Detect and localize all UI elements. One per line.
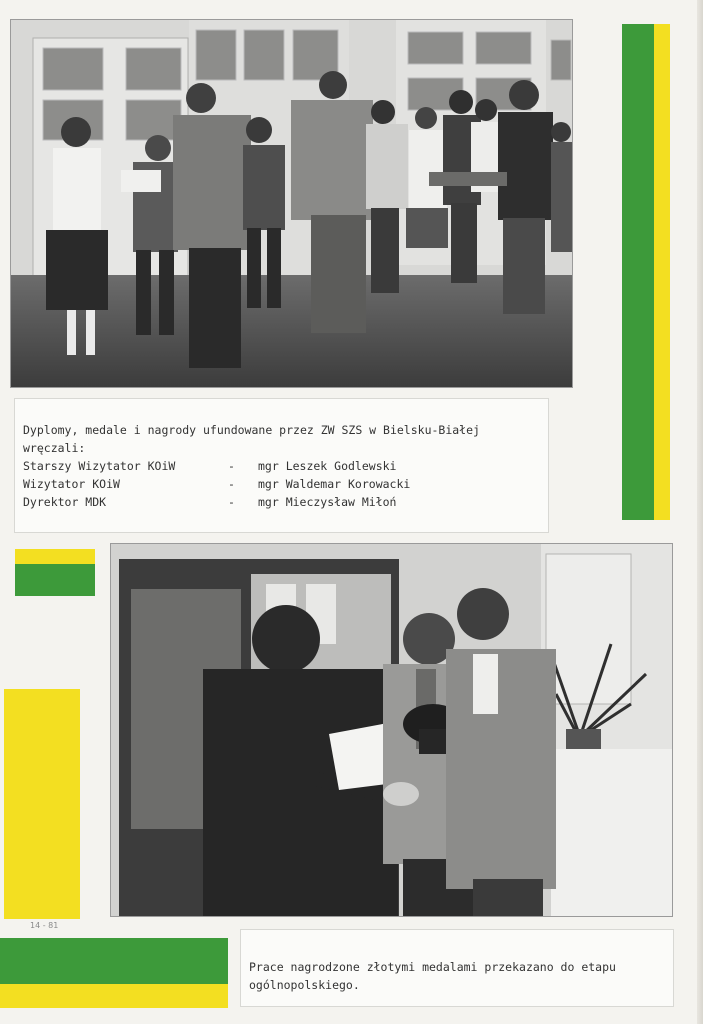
- credit-dash: -: [228, 495, 235, 509]
- credit-row: [23, 457, 540, 475]
- credit-name: mgr Mieczysław Miłoń: [258, 495, 397, 509]
- bottom-yellow-stripe: [0, 984, 228, 1008]
- page-edge: [697, 0, 703, 1024]
- credit-name: mgr Leszek Godlewski: [258, 459, 397, 473]
- bottom-green-stripe: [0, 938, 228, 984]
- credit-name: mgr Waldemar Korowacki: [258, 477, 411, 491]
- right-yellow-stripe: [654, 24, 670, 520]
- caption-top-line1: Dyplomy, medale i nagrody ufundowane przez ZW SZS w Bielsku-Białej: [23, 423, 480, 437]
- credit-dash: -: [228, 459, 235, 473]
- caption-bottom: [240, 929, 674, 1007]
- credit-dash: -: [228, 477, 235, 491]
- photo-handshake-trophy: [111, 544, 672, 916]
- margin-note: 14 - 81: [30, 921, 59, 930]
- left-green-small-stripe: [15, 564, 95, 596]
- left-yellow-tall-stripe: [4, 689, 80, 919]
- right-green-stripe: [622, 24, 654, 520]
- credit-row: [23, 475, 540, 493]
- credit-role: Wizytator KOiW: [23, 477, 120, 491]
- caption-top-line2: wręczali:: [23, 441, 86, 455]
- credit-role: Starszy Wizytator KOiW: [23, 459, 176, 473]
- photo-award-ceremony-children: [11, 20, 572, 387]
- credit-role: Dyrektor MDK: [23, 495, 107, 509]
- caption-bottom-line1: Prace nagrodzone złotymi medalami przekazano do etapu: [249, 960, 616, 974]
- credit-row: [23, 493, 540, 511]
- caption-bottom-line2: ogólnopolskiego.: [249, 978, 360, 992]
- caption-top: [14, 398, 549, 533]
- left-yellow-small-stripe: [15, 549, 95, 564]
